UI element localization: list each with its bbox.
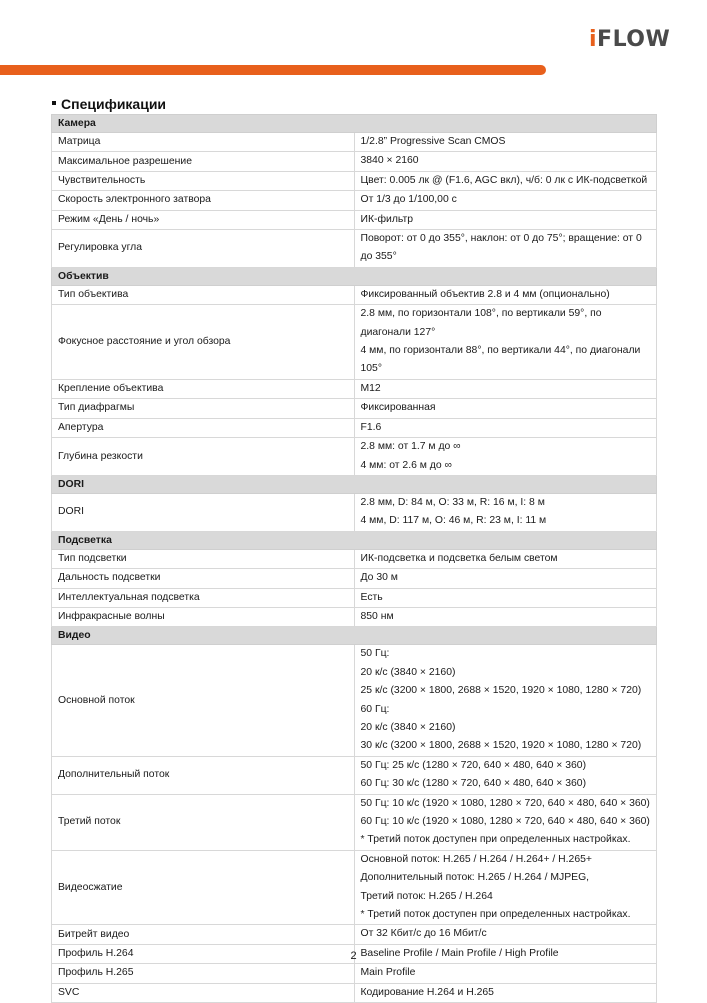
spec-value — [354, 379, 657, 398]
spec-value — [354, 964, 657, 983]
logo-i: i — [589, 26, 598, 52]
spec-value — [354, 230, 657, 268]
spec-value — [354, 305, 657, 380]
spec-key: SVC — [52, 983, 355, 1002]
spec-value-line: 2.8 мм, по горизонтали 108°, по вертикали 59°, по диагонали 127° — [360, 308, 602, 338]
table-row — [52, 399, 657, 418]
spec-value-line: Цвет: 0.005 лк @ (F1.6, AGC вкл), ч/б: 0 лк с ИК-подсветкой — [360, 174, 648, 186]
spec-value-line: * Третий поток доступен при определенных настройках. — [360, 909, 631, 921]
spec-value — [354, 925, 657, 944]
section-header: Объектив — [52, 267, 657, 285]
table-row — [52, 607, 657, 626]
spec-value — [354, 850, 657, 925]
spec-value-line: 4 мм, по горизонтали 88°, по вертикали 44°, по диагонали 105° — [360, 345, 641, 375]
spec-value — [354, 210, 657, 229]
table-row — [52, 285, 657, 304]
spec-table — [51, 114, 657, 1003]
spec-value-line: Кодирование H.264 и H.265 — [360, 986, 494, 998]
spec-key: Тип объектива — [52, 285, 355, 304]
table-row — [52, 210, 657, 229]
spec-value — [354, 493, 657, 531]
table-row — [52, 191, 657, 210]
spec-value-line: * Третий поток доступен при определенных настройках. — [360, 834, 631, 846]
spec-value-line: F1.6 — [360, 421, 382, 433]
table-row — [52, 850, 657, 925]
spec-value-line: 1/2.8” Progressive Scan CMOS — [360, 136, 506, 147]
table-row — [52, 756, 657, 794]
spec-value-line: 50 Гц: 25 к/с (1280 × 720, 640 × 480, 640 × 360) — [360, 759, 587, 771]
spec-value-line: 4 мм: от 2.6 м до ∞ — [360, 459, 452, 471]
spec-key: Апертура — [52, 418, 355, 437]
spec-key: Регулировка угла — [52, 230, 355, 268]
header-accent-bar — [0, 65, 546, 75]
table-row — [52, 379, 657, 398]
spec-value-line: Основной поток: H.265 / H.264 / H.264+ / H.265+ — [360, 853, 592, 865]
spec-key: Матрица — [52, 133, 355, 152]
spec-value-line: Фиксированная — [360, 402, 436, 414]
spec-value — [354, 133, 657, 152]
section-title: Спецификации — [52, 96, 166, 112]
section-header: Подсветка — [52, 531, 657, 549]
spec-value-line: M12 — [360, 382, 381, 394]
spec-value-line: Третий поток: H.265 / H.264 — [360, 890, 493, 902]
spec-value-line: От 32 Кбит/с до 16 Мбит/с — [360, 928, 487, 940]
spec-value-line: Есть — [360, 591, 383, 603]
spec-key: Основной поток — [52, 645, 355, 756]
spec-value-line: 30 к/с (3200 × 1800, 2688 × 1520, 1920 × 1080, 1280 × 720) — [360, 740, 642, 752]
table-row — [52, 569, 657, 588]
spec-value-line: ИК-фильтр — [360, 213, 414, 225]
table-row — [52, 418, 657, 437]
section-header-row — [52, 475, 657, 493]
spec-value-line: 2.8 мм, D: 84 м, O: 33 м, R: 16 м, I: 8 м — [360, 496, 545, 508]
spec-value — [354, 549, 657, 568]
spec-value-line: 60 Гц: 30 к/с (1280 × 720, 640 × 480, 640 × 360) — [360, 778, 587, 790]
section-header: Видео — [52, 627, 657, 645]
spec-key: Дальность подсветки — [52, 569, 355, 588]
spec-key: Профиль H.265 — [52, 964, 355, 983]
spec-value-line: Дополнительный поток: H.265 / H.264 / MJPEG, — [360, 872, 590, 884]
spec-value-line: 25 к/с (3200 × 1800, 2688 × 1520, 1920 × 1080, 1280 × 720) — [360, 685, 642, 697]
spec-key: Максимальное разрешение — [52, 152, 355, 171]
spec-key: Дополнительный поток — [52, 756, 355, 794]
spec-value-line: 2.8 мм: от 1.7 м до ∞ — [360, 441, 461, 453]
brand-logo — [589, 27, 670, 51]
section-header: DORI — [52, 475, 657, 493]
spec-key: Третий поток — [52, 794, 355, 850]
spec-value-line: 20 к/с (3840 × 2160) — [360, 666, 456, 678]
spec-key: DORI — [52, 493, 355, 531]
spec-value-line: 50 Гц: — [360, 648, 390, 660]
spec-value-line: Main Profile — [360, 967, 416, 979]
spec-value-line: 850 нм — [360, 610, 394, 622]
table-row — [52, 925, 657, 944]
spec-key: Режим «День / ночь» — [52, 210, 355, 229]
table-row — [52, 133, 657, 152]
logo-text: FLOW — [597, 26, 671, 52]
table-row — [52, 964, 657, 983]
page-number: 2 — [350, 950, 357, 962]
spec-value-line: 50 Гц: 10 к/с (1920 × 1080, 1280 × 720, 640 × 480, 640 × 360) — [360, 797, 650, 809]
spec-value-line: Baseline Profile / Main Profile / High Profile — [360, 947, 559, 959]
table-row — [52, 588, 657, 607]
spec-value — [354, 756, 657, 794]
spec-value-line: Фиксированный объектив 2.8 и 4 мм (опционально) — [360, 288, 610, 300]
spec-key: Битрейт видео — [52, 925, 355, 944]
spec-key: Фокусное расстояние и угол обзора — [52, 305, 355, 380]
spec-value — [354, 171, 657, 190]
spec-key: Видеосжатие — [52, 850, 355, 925]
spec-value-line: 3840 × 2160 — [360, 155, 419, 167]
table-row — [52, 645, 657, 756]
spec-value-line: 4 мм, D: 117 м, O: 46 м, R: 23 м, I: 11 м — [360, 515, 547, 527]
spec-value — [354, 607, 657, 626]
spec-key: Тип подсветки — [52, 549, 355, 568]
bullet-square-icon — [52, 101, 56, 105]
spec-value — [354, 152, 657, 171]
table-row — [52, 171, 657, 190]
spec-value-line: До 30 м — [360, 572, 398, 584]
spec-value — [354, 569, 657, 588]
spec-value — [354, 399, 657, 418]
spec-value — [354, 645, 657, 756]
spec-key: Профиль H.264 — [52, 944, 355, 963]
spec-key: Инфракрасные волны — [52, 607, 355, 626]
spec-value-line: 60 Гц: — [360, 703, 390, 715]
section-header-row — [52, 531, 657, 549]
section-header-row — [52, 267, 657, 285]
spec-key: Тип диафрагмы — [52, 399, 355, 418]
table-row — [52, 305, 657, 380]
spec-value-line: От 1/3 до 1/100,00 с — [360, 194, 457, 206]
spec-value-line: Поворот: от 0 до 355°, наклон: от 0 до 75°; вращение: от 0 до 355° — [360, 233, 642, 263]
section-header: Камера — [52, 115, 657, 133]
table-row — [52, 152, 657, 171]
spec-key: Чувствительность — [52, 171, 355, 190]
spec-value-line: ИК-подсветка и подсветка белым светом — [360, 552, 558, 564]
spec-value — [354, 588, 657, 607]
spec-value — [354, 418, 657, 437]
spec-value — [354, 438, 657, 476]
table-row — [52, 230, 657, 268]
table-row — [52, 549, 657, 568]
table-row — [52, 493, 657, 531]
spec-key: Глубина резкости — [52, 438, 355, 476]
spec-key: Крепление объектива — [52, 379, 355, 398]
section-header-row — [52, 627, 657, 645]
spec-value-line: 60 Гц: 10 к/с (1920 × 1080, 1280 × 720, 640 × 480, 640 × 360) — [360, 816, 650, 827]
spec-value — [354, 794, 657, 850]
section-header-row — [52, 115, 657, 133]
table-row — [52, 438, 657, 476]
spec-value — [354, 191, 657, 210]
spec-key: Интеллектуальная подсветка — [52, 588, 355, 607]
table-row — [52, 794, 657, 850]
spec-value-line: 20 к/с (3840 × 2160) — [360, 721, 456, 733]
spec-value — [354, 285, 657, 304]
spec-key: Скорость электронного затвора — [52, 191, 355, 210]
